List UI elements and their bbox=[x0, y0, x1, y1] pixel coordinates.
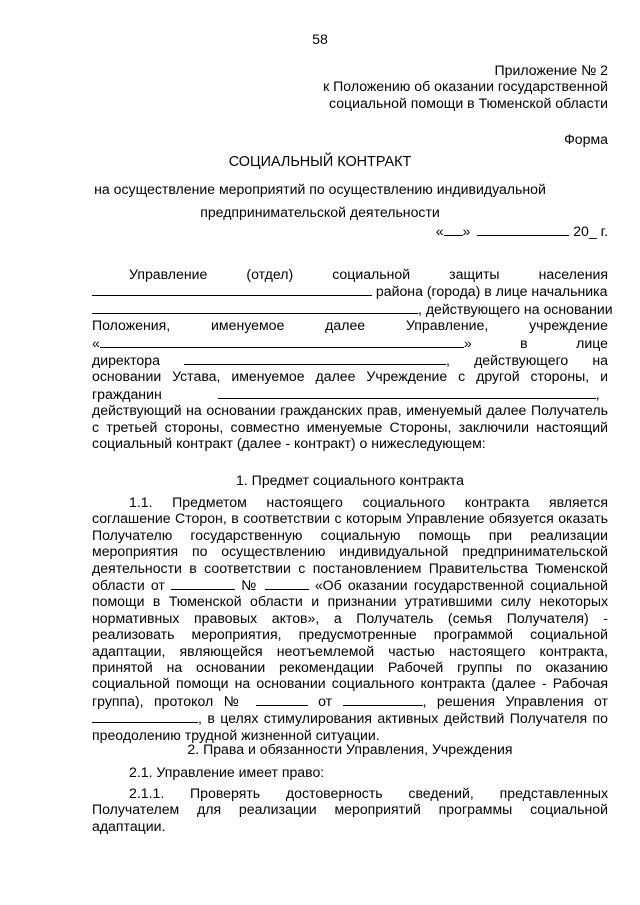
subtitle-line: предпринимательской деятельности bbox=[200, 204, 440, 220]
subtitle-line: на осуществление мероприятий по осуществлению индивидуальной bbox=[94, 181, 546, 197]
annex-header bbox=[323, 62, 608, 111]
protocol-date-blank[interactable] bbox=[343, 692, 423, 706]
section-2-paragraph bbox=[92, 764, 608, 780]
citizen-name-blank[interactable] bbox=[218, 385, 596, 399]
text-line: области от № «Об оказании государственной социальной bbox=[92, 577, 608, 594]
text-line: социальной помощи на основании социального контракта (далее - Рабочая bbox=[92, 675, 608, 692]
text-line: помощи в Тюменской области и признании утратившими силу некоторых bbox=[92, 593, 608, 610]
text-line: преодолению трудной жизненной ситуации. bbox=[92, 726, 380, 743]
text-line: адаптации, являющейся неотъемлемой частью настоящего контракта, bbox=[92, 642, 608, 659]
quote-close: » bbox=[462, 223, 471, 239]
text-line: мероприятия по осуществлению индивидуальной предпринимательской bbox=[92, 543, 608, 560]
director-name-blank[interactable] bbox=[184, 351, 446, 365]
date-line bbox=[436, 222, 608, 239]
decision-date-blank[interactable] bbox=[92, 709, 198, 723]
document-subtitle bbox=[0, 178, 640, 224]
text-line: социальный контракт (далее - контракт) о нижеследующем: bbox=[92, 435, 486, 452]
text-line: директора , действующего на bbox=[92, 352, 608, 369]
resolution-number-blank[interactable] bbox=[265, 576, 309, 590]
text-line: группа), протокол № от , решения Управления от bbox=[92, 692, 608, 709]
text-line: « » в лице bbox=[92, 334, 608, 351]
day-blank[interactable] bbox=[444, 222, 463, 236]
text-line: 2.1.1. Проверять достоверность сведений, представленных bbox=[129, 785, 608, 801]
annex-line: Приложение № 2 bbox=[494, 62, 608, 78]
institution-blank[interactable] bbox=[100, 334, 464, 348]
text-line: гражданин , bbox=[92, 385, 600, 402]
text-line: 2.1. Управление имеет право: bbox=[129, 764, 325, 780]
text-line: деятельности в соответствии с постановлением Правительства Тюменской bbox=[92, 559, 608, 576]
section-heading: 1. Предмет социального контракта bbox=[236, 472, 464, 488]
head-name-blank[interactable] bbox=[92, 300, 418, 314]
text-line: 1.1. Предметом настоящего социального контракта является bbox=[129, 494, 608, 510]
text-line: адаптации. bbox=[92, 817, 166, 834]
text-line: Положения, именуемое далее Управление, учреждение bbox=[92, 317, 608, 334]
text-line: основании Устава, именуемое далее Учреждение с другой стороны, и bbox=[92, 368, 608, 385]
document-title: СОЦИАЛЬНЫЙ КОНТРАКТ bbox=[228, 154, 412, 170]
form-label: Форма bbox=[564, 131, 608, 147]
quote-open: « bbox=[435, 223, 444, 239]
text-line: реализовать мероприятия, предусмотренные программой социальной bbox=[92, 626, 608, 643]
section-heading: 2. Права и обязанности Управления, Учреждения bbox=[187, 741, 513, 757]
text-line: района (города) в лице начальника bbox=[92, 282, 608, 299]
text-line: нормативных правовых актов», а Получатель (семья Получателя) - bbox=[92, 609, 608, 626]
resolution-date-blank[interactable] bbox=[171, 576, 235, 590]
text-line: действующий на основании гражданских прав, именуемый далее Получатель bbox=[92, 402, 608, 419]
section-1-paragraph bbox=[92, 494, 608, 743]
parties-paragraph bbox=[92, 266, 613, 452]
month-blank[interactable] bbox=[477, 222, 569, 236]
text-line: с третьей стороны, совместно именуемые Стороны, заключили настоящий bbox=[92, 418, 608, 435]
section-2-1-1-paragraph bbox=[92, 785, 608, 834]
text-line: принятой на основании рекомендации Рабочей группы по оказанию bbox=[92, 659, 608, 676]
year-text: 20_ г. bbox=[573, 223, 608, 239]
text-line: , в целях стимулирования активных действий Получателя по bbox=[92, 709, 608, 726]
text-line: соглашение Сторон, в соответствии с которым Управление обязуется оказать bbox=[92, 510, 608, 527]
text-line: , действующего на основании bbox=[92, 300, 608, 317]
annex-line: социальной помощи в Тюменской области bbox=[328, 94, 608, 111]
protocol-number-blank[interactable] bbox=[256, 692, 308, 706]
text-line: Получателем для реализации мероприятий программы социальной bbox=[92, 801, 608, 818]
annex-line: к Положению об оказании государственной bbox=[323, 78, 608, 95]
text-line: Управление (отдел) социальной защиты населения bbox=[129, 266, 608, 282]
district-blank[interactable] bbox=[92, 282, 372, 296]
page-number: 58 bbox=[312, 31, 328, 47]
text-line: Получателю государственную социальную помощь при реализации bbox=[92, 526, 608, 543]
